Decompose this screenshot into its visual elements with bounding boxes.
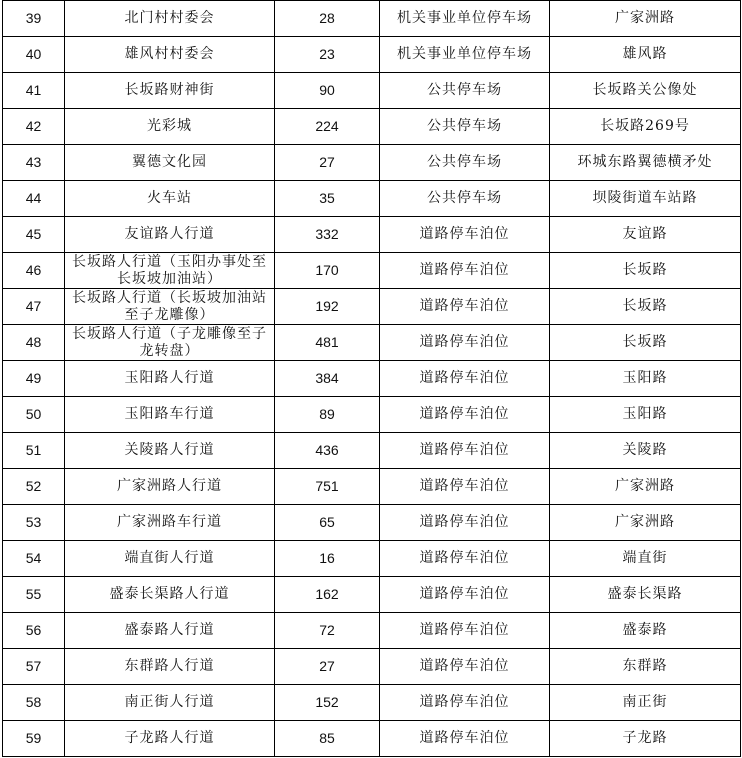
parking-type-cell: 机关事业单位停车场 <box>380 37 550 73</box>
table-row <box>3 433 741 469</box>
table-row <box>3 1 741 37</box>
road-name-cell: 盛泰长渠路 <box>550 577 741 613</box>
parking-location-cell: 长坂路人行道（长坂坡加油站至子龙雕像） <box>65 289 275 325</box>
parking-type-cell: 机关事业单位停车场 <box>380 1 550 37</box>
parking-location-cell: 北门村村委会 <box>65 1 275 37</box>
row-number-cell: 52 <box>3 469 65 505</box>
road-name-cell: 关陵路 <box>550 433 741 469</box>
parking-location-cell: 盛泰路人行道 <box>65 613 275 649</box>
space-count-cell: 35 <box>275 181 380 217</box>
table-row <box>3 685 741 721</box>
row-number-cell: 54 <box>3 541 65 577</box>
road-name-cell: 广家洲路 <box>550 505 741 541</box>
parking-type-cell: 道路停车泊位 <box>380 649 550 685</box>
row-number-cell: 47 <box>3 289 65 325</box>
table-row <box>3 613 741 649</box>
parking-table <box>2 0 741 757</box>
row-number-cell: 48 <box>3 325 65 361</box>
space-count-cell: 89 <box>275 397 380 433</box>
road-name-cell: 东群路 <box>550 649 741 685</box>
row-number-cell: 53 <box>3 505 65 541</box>
table-row <box>3 397 741 433</box>
parking-type-cell: 道路停车泊位 <box>380 217 550 253</box>
row-number-cell: 59 <box>3 721 65 757</box>
parking-type-cell: 道路停车泊位 <box>380 397 550 433</box>
parking-type-cell: 道路停车泊位 <box>380 505 550 541</box>
parking-location-cell: 玉阳路人行道 <box>65 361 275 397</box>
space-count-cell: 384 <box>275 361 380 397</box>
space-count-cell: 16 <box>275 541 380 577</box>
parking-type-cell: 公共停车场 <box>380 145 550 181</box>
row-number-cell: 50 <box>3 397 65 433</box>
row-number-cell: 49 <box>3 361 65 397</box>
parking-type-cell: 道路停车泊位 <box>380 289 550 325</box>
road-name-cell: 子龙路 <box>550 721 741 757</box>
table-row <box>3 721 741 757</box>
space-count-cell: 332 <box>275 217 380 253</box>
road-name-cell: 盛泰路 <box>550 613 741 649</box>
row-number-cell: 45 <box>3 217 65 253</box>
road-name-cell: 长坂路269号 <box>550 109 741 145</box>
road-name-cell: 长坂路关公像处 <box>550 73 741 109</box>
parking-type-cell: 道路停车泊位 <box>380 253 550 289</box>
space-count-cell: 170 <box>275 253 380 289</box>
row-number-cell: 43 <box>3 145 65 181</box>
road-name-cell: 玉阳路 <box>550 397 741 433</box>
table-row <box>3 289 741 325</box>
parking-location-cell: 端直街人行道 <box>65 541 275 577</box>
row-number-cell: 51 <box>3 433 65 469</box>
parking-type-cell: 道路停车泊位 <box>380 361 550 397</box>
space-count-cell: 224 <box>275 109 380 145</box>
table-row <box>3 505 741 541</box>
parking-type-cell: 道路停车泊位 <box>380 613 550 649</box>
row-number-cell: 44 <box>3 181 65 217</box>
parking-location-cell: 关陵路人行道 <box>65 433 275 469</box>
space-count-cell: 152 <box>275 685 380 721</box>
table-row <box>3 109 741 145</box>
parking-location-cell: 翼德文化园 <box>65 145 275 181</box>
parking-location-cell: 子龙路人行道 <box>65 721 275 757</box>
road-name-cell: 雄风路 <box>550 37 741 73</box>
space-count-cell: 27 <box>275 649 380 685</box>
row-number-cell: 57 <box>3 649 65 685</box>
table-row <box>3 181 741 217</box>
space-count-cell: 162 <box>275 577 380 613</box>
space-count-cell: 481 <box>275 325 380 361</box>
road-name-cell: 长坂路 <box>550 325 741 361</box>
road-name-cell: 玉阳路 <box>550 361 741 397</box>
parking-location-cell: 火车站 <box>65 181 275 217</box>
parking-type-cell: 道路停车泊位 <box>380 685 550 721</box>
table-row <box>3 577 741 613</box>
parking-type-cell: 公共停车场 <box>380 181 550 217</box>
space-count-cell: 85 <box>275 721 380 757</box>
road-name-cell: 长坂路 <box>550 289 741 325</box>
parking-type-cell: 道路停车泊位 <box>380 577 550 613</box>
parking-location-cell: 玉阳路车行道 <box>65 397 275 433</box>
parking-location-cell: 雄风村村委会 <box>65 37 275 73</box>
parking-location-cell: 广家洲路车行道 <box>65 505 275 541</box>
table-row <box>3 361 741 397</box>
parking-table-body <box>3 1 741 757</box>
parking-type-cell: 公共停车场 <box>380 73 550 109</box>
road-name-cell: 长坂路 <box>550 253 741 289</box>
space-count-cell: 436 <box>275 433 380 469</box>
road-name-cell: 环城东路翼德横矛处 <box>550 145 741 181</box>
road-name-cell: 广家洲路 <box>550 1 741 37</box>
parking-location-cell: 长坂路财神街 <box>65 73 275 109</box>
parking-location-cell: 长坂路人行道（子龙雕像至子龙转盘） <box>65 325 275 361</box>
table-row <box>3 145 741 181</box>
table-row <box>3 541 741 577</box>
space-count-cell: 23 <box>275 37 380 73</box>
row-number-cell: 46 <box>3 253 65 289</box>
parking-location-cell: 南正街人行道 <box>65 685 275 721</box>
road-name-cell: 南正街 <box>550 685 741 721</box>
road-name-cell: 坝陵街道车站路 <box>550 181 741 217</box>
table-row <box>3 649 741 685</box>
row-number-cell: 42 <box>3 109 65 145</box>
road-name-cell: 端直街 <box>550 541 741 577</box>
space-count-cell: 65 <box>275 505 380 541</box>
parking-location-cell: 盛泰长渠路人行道 <box>65 577 275 613</box>
space-count-cell: 90 <box>275 73 380 109</box>
parking-type-cell: 道路停车泊位 <box>380 325 550 361</box>
road-name-cell: 友谊路 <box>550 217 741 253</box>
space-count-cell: 28 <box>275 1 380 37</box>
parking-type-cell: 道路停车泊位 <box>380 469 550 505</box>
row-number-cell: 40 <box>3 37 65 73</box>
table-row <box>3 37 741 73</box>
row-number-cell: 56 <box>3 613 65 649</box>
space-count-cell: 751 <box>275 469 380 505</box>
row-number-cell: 39 <box>3 1 65 37</box>
table-row <box>3 325 741 361</box>
space-count-cell: 27 <box>275 145 380 181</box>
table-row <box>3 217 741 253</box>
parking-location-cell: 长坂路人行道（玉阳办事处至长坂坡加油站） <box>65 253 275 289</box>
parking-location-cell: 广家洲路人行道 <box>65 469 275 505</box>
parking-type-cell: 道路停车泊位 <box>380 433 550 469</box>
row-number-cell: 55 <box>3 577 65 613</box>
parking-location-cell: 友谊路人行道 <box>65 217 275 253</box>
space-count-cell: 192 <box>275 289 380 325</box>
table-row <box>3 253 741 289</box>
parking-type-cell: 道路停车泊位 <box>380 541 550 577</box>
parking-location-cell: 光彩城 <box>65 109 275 145</box>
road-name-cell: 广家洲路 <box>550 469 741 505</box>
row-number-cell: 41 <box>3 73 65 109</box>
space-count-cell: 72 <box>275 613 380 649</box>
table-row <box>3 469 741 505</box>
parking-location-cell: 东群路人行道 <box>65 649 275 685</box>
parking-type-cell: 公共停车场 <box>380 109 550 145</box>
parking-type-cell: 道路停车泊位 <box>380 721 550 757</box>
row-number-cell: 58 <box>3 685 65 721</box>
table-row <box>3 73 741 109</box>
